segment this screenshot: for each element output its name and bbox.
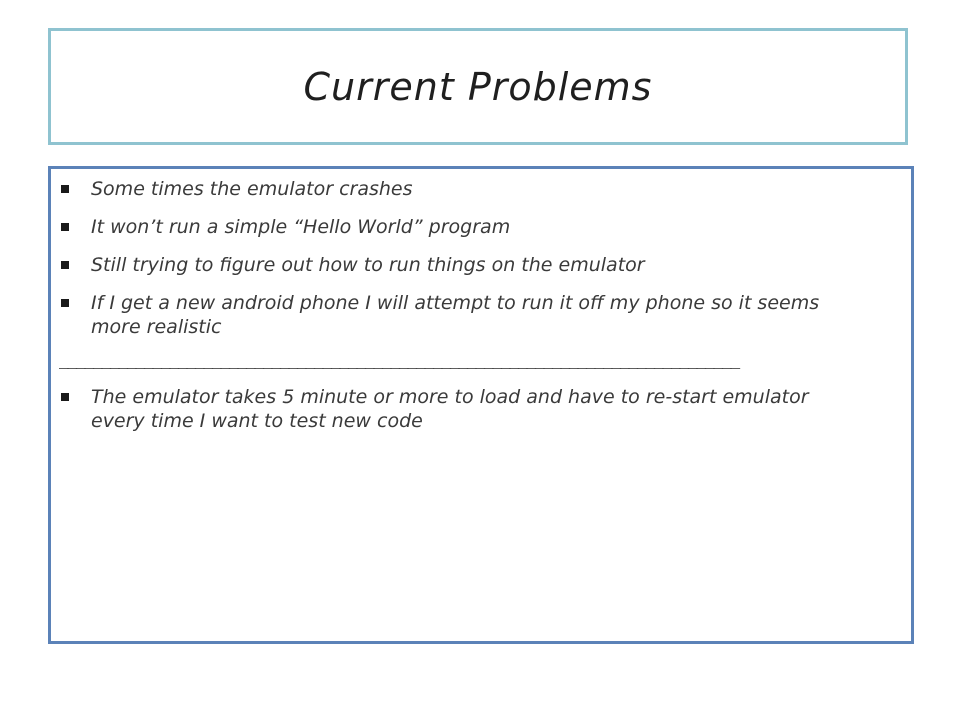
square-bullet-icon xyxy=(61,223,69,231)
slide-title: Current Problems xyxy=(303,64,653,109)
bullet-item xyxy=(61,215,861,239)
square-bullet-icon xyxy=(61,299,69,307)
bullet-item xyxy=(61,177,861,201)
bullet-item xyxy=(61,253,861,277)
content-placeholder xyxy=(48,166,914,644)
square-bullet-icon xyxy=(61,185,69,193)
underscore-divider: ________________________________________________________________________________ xyxy=(59,349,739,369)
square-bullet-icon xyxy=(61,393,69,401)
bullet-text: Some times the emulator crashes xyxy=(91,178,413,200)
bullet-text: Still trying to figure out how to run things on the emulator xyxy=(91,254,645,276)
bullet-item xyxy=(61,291,861,339)
square-bullet-icon xyxy=(61,261,69,269)
bullet-item xyxy=(61,385,861,433)
bullet-text: It won’t run a simple “Hello World” program xyxy=(91,216,511,238)
bullet-text: If I get a new android phone I will attempt to run it off my phone so it seems more realistic xyxy=(91,292,820,338)
bullet-list xyxy=(61,177,861,447)
title-placeholder xyxy=(48,28,908,145)
bullet-text: The emulator takes 5 minute or more to load and have to re-start emulator every time I want to test new code xyxy=(91,386,809,432)
